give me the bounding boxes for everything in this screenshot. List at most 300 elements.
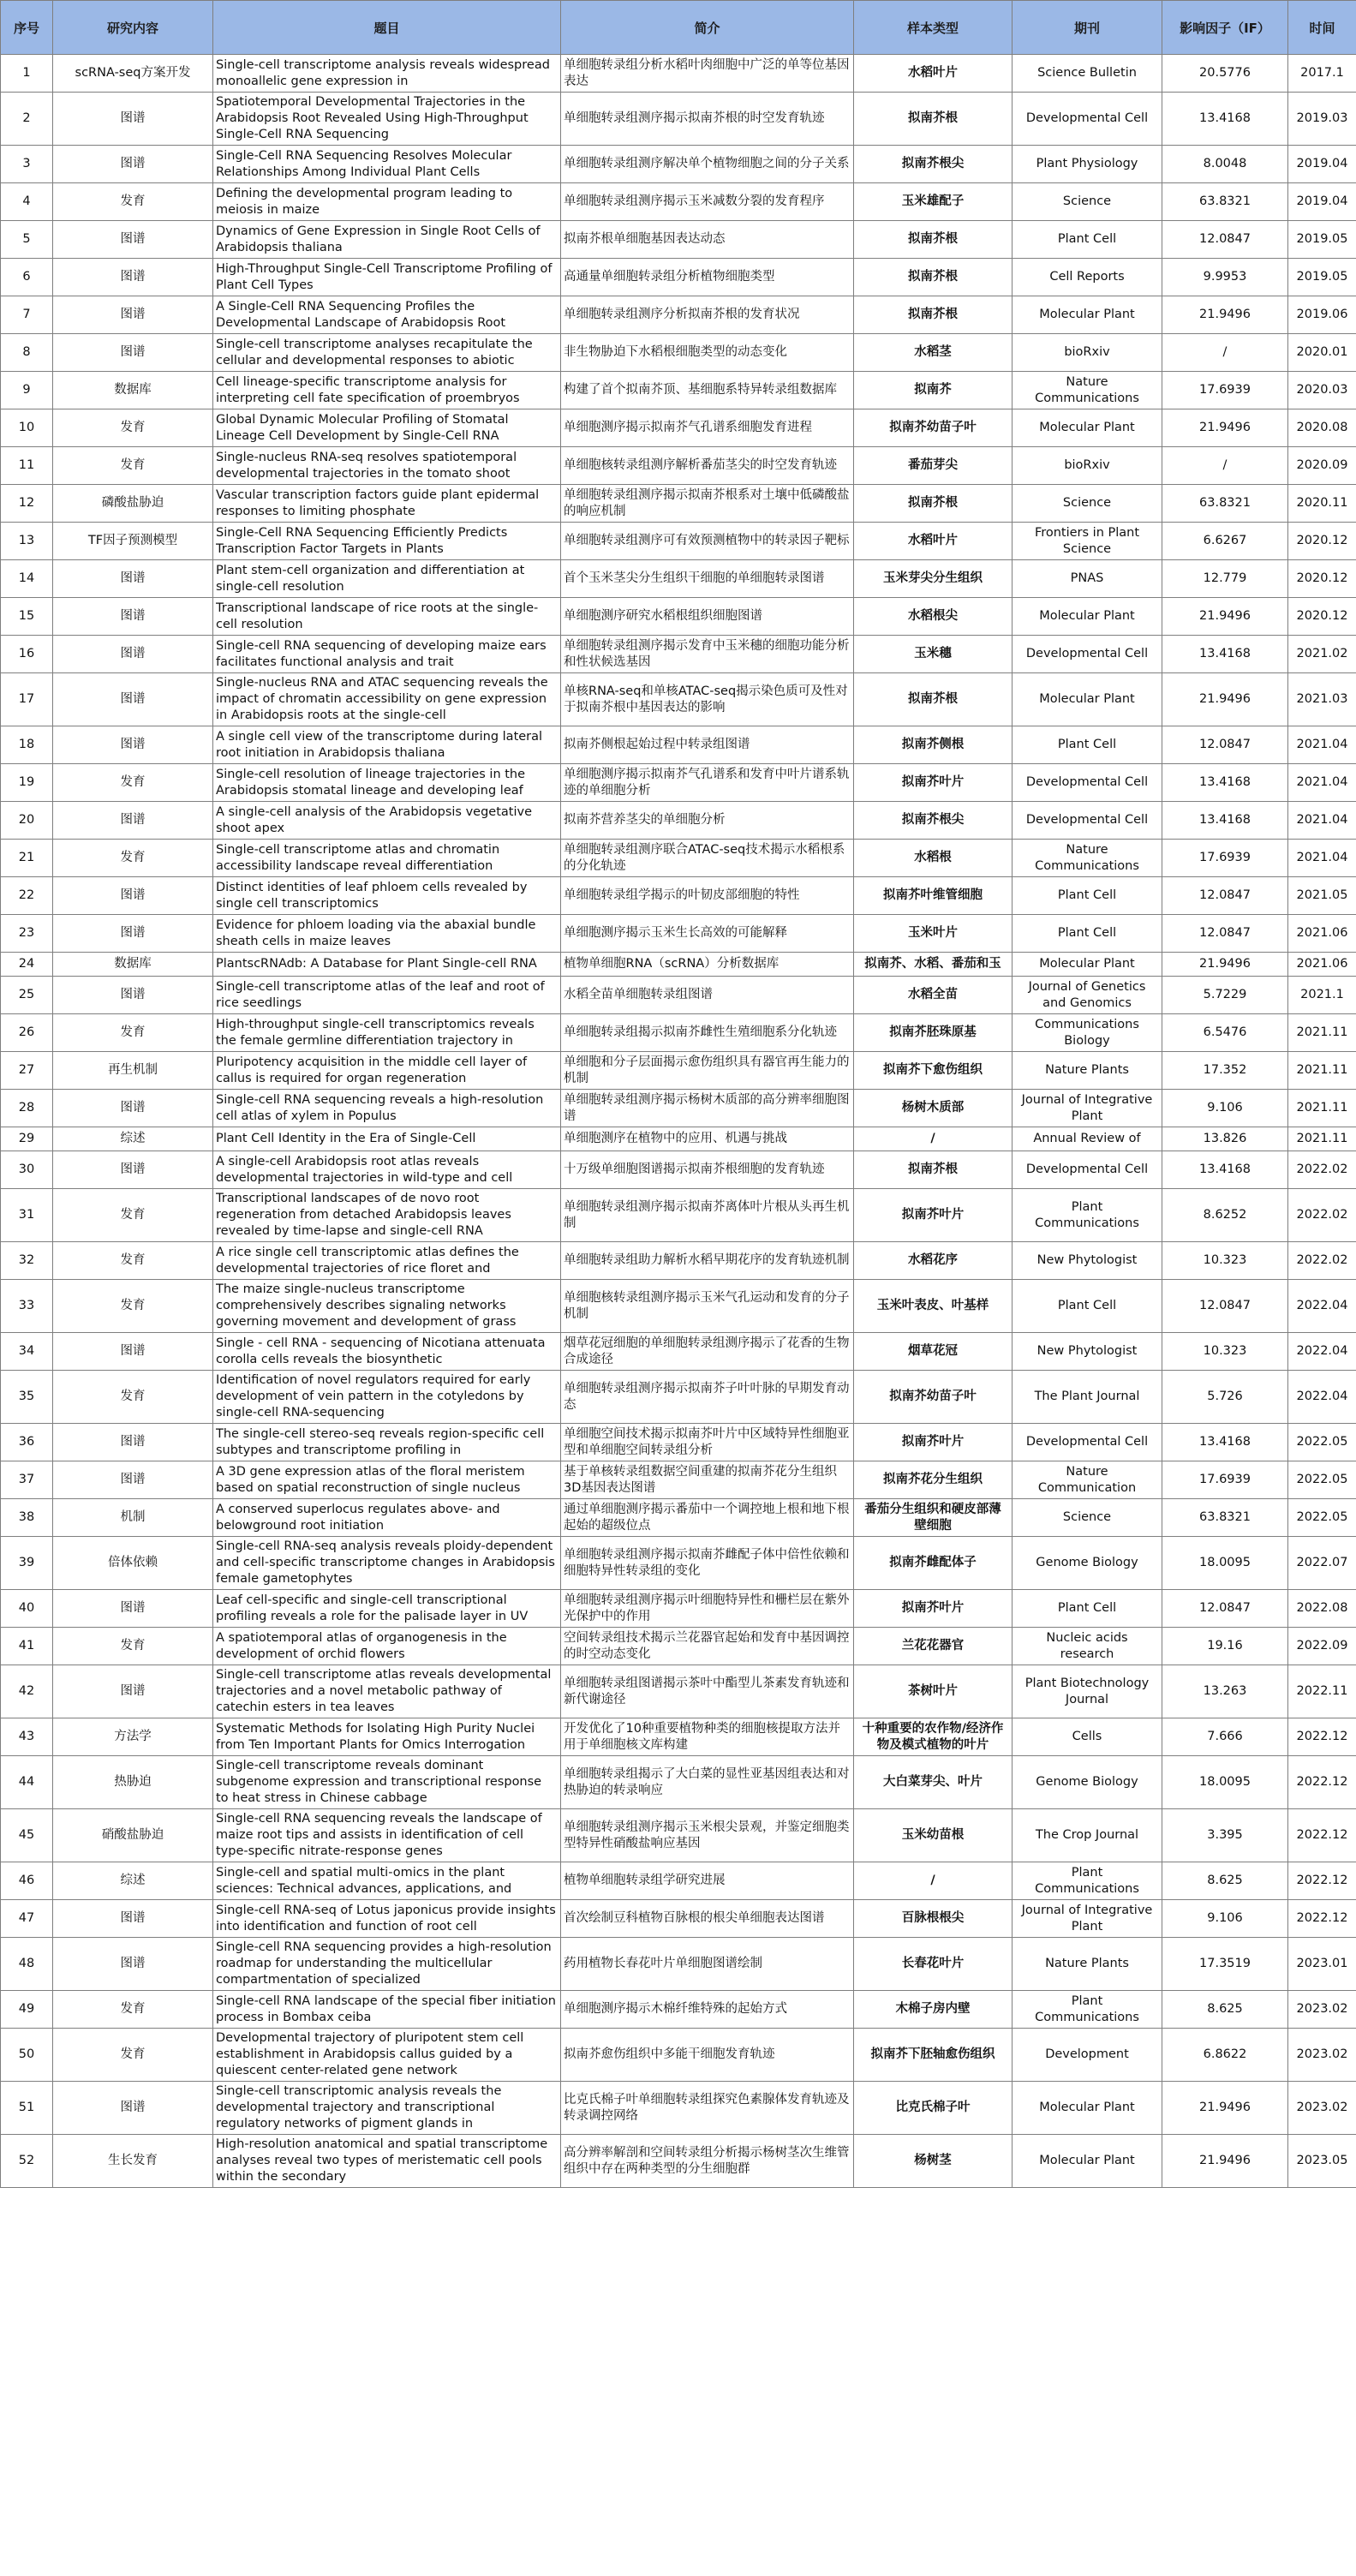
cell-sample: 玉米叶片	[854, 915, 1013, 953]
cell-topic: 图谱	[53, 598, 213, 636]
cell-journal: Cells	[1013, 1718, 1162, 1756]
cell-intro: 通过单细胞测序揭示番茄中一个调控地上根和地下根起始的超级位点	[561, 1499, 854, 1537]
cell-no: 32	[1, 1242, 53, 1280]
table-row	[1, 1862, 1356, 1900]
cell-intro: 单细胞空间技术揭示拟南芥叶片中区域特异性细胞亚型和单细胞空间转录组分析	[561, 1424, 854, 1461]
cell-title: Spatiotemporal Developmental Trajectories in the Arabidopsis Root Revealed Using High-Throughput Single-Cell RNA Sequencing	[213, 93, 561, 146]
cell-if: 3.395	[1162, 1809, 1288, 1862]
cell-time: 2019.03	[1288, 93, 1356, 146]
header-row	[1, 1, 1356, 55]
cell-journal: Plant Communications	[1013, 1189, 1162, 1242]
cell-time: 2022.05	[1288, 1499, 1356, 1537]
cell-topic: 发育	[53, 840, 213, 877]
cell-journal: Genome Biology	[1013, 1756, 1162, 1809]
cell-sample: /	[854, 1862, 1013, 1900]
cell-no: 14	[1, 560, 53, 598]
cell-journal: Frontiers in Plant Science	[1013, 523, 1162, 560]
cell-title: Single-cell RNA-seq analysis reveals ploidy-dependent and cell-specific transcriptome changes in Arabidopsis female gametophytes	[213, 1537, 561, 1590]
cell-time: 2022.02	[1288, 1189, 1356, 1242]
header-no: 序号	[1, 1, 53, 55]
table-row	[1, 1665, 1356, 1718]
cell-sample: 拟南芥、水稻、番茄和玉	[854, 953, 1013, 977]
cell-title: A single-cell analysis of the Arabidopsis vegetative shoot apex	[213, 802, 561, 840]
cell-no: 5	[1, 221, 53, 259]
cell-if: 8.6252	[1162, 1189, 1288, 1242]
cell-journal: Journal of Integrative Plant	[1013, 1090, 1162, 1127]
cell-if: 8.625	[1162, 1862, 1288, 1900]
cell-time: 2019.04	[1288, 146, 1356, 183]
cell-sample: 茶树叶片	[854, 1665, 1013, 1718]
cell-sample: 木棉子房内壁	[854, 1991, 1013, 2029]
cell-topic: 图谱	[53, 877, 213, 915]
cell-if: 9.9953	[1162, 259, 1288, 296]
cell-journal: Developmental Cell	[1013, 93, 1162, 146]
cell-title: Dynamics of Gene Expression in Single Root Cells of Arabidopsis thaliana	[213, 221, 561, 259]
cell-journal: Plant Communications	[1013, 1862, 1162, 1900]
table-row	[1, 221, 1356, 259]
cell-time: 2021.02	[1288, 636, 1356, 673]
cell-topic: 图谱	[53, 146, 213, 183]
cell-journal: bioRxiv	[1013, 334, 1162, 372]
cell-time: 2022.07	[1288, 1537, 1356, 1590]
cell-time: 2019.06	[1288, 296, 1356, 334]
cell-journal: Genome Biology	[1013, 1537, 1162, 1590]
cell-intro: 非生物胁迫下水稻根细胞类型的动态变化	[561, 334, 854, 372]
cell-sample: 拟南芥下愈伤组织	[854, 1052, 1013, 1090]
cell-time: 2021.1	[1288, 977, 1356, 1014]
cell-time: 2020.03	[1288, 372, 1356, 409]
cell-title: Identification of novel regulators required for early development of vein pattern in the cotyledons by single-cell RNA-sequencing	[213, 1371, 561, 1424]
cell-intro: 构建了首个拟南芥顶、基细胞系特异转录组数据库	[561, 372, 854, 409]
cell-sample: 拟南芥叶维管细胞	[854, 877, 1013, 915]
cell-topic: 机制	[53, 1499, 213, 1537]
cell-sample: 兰花花器官	[854, 1628, 1013, 1665]
cell-time: 2017.1	[1288, 55, 1356, 93]
cell-sample: 水稻全苗	[854, 977, 1013, 1014]
cell-intro: 单细胞测序研究水稻根组织细胞图谱	[561, 598, 854, 636]
cell-no: 45	[1, 1809, 53, 1862]
cell-if: 12.0847	[1162, 726, 1288, 764]
cell-journal: Plant Cell	[1013, 915, 1162, 953]
cell-journal: Plant Cell	[1013, 877, 1162, 915]
cell-intro: 单细胞转录组测序揭示叶细胞特异性和栅栏层在紫外光保护中的作用	[561, 1590, 854, 1628]
cell-sample: 拟南芥根	[854, 221, 1013, 259]
cell-no: 47	[1, 1900, 53, 1938]
cell-journal: Plant Physiology	[1013, 146, 1162, 183]
header-if: 影响因子（IF）	[1162, 1, 1288, 55]
cell-if: 5.726	[1162, 1371, 1288, 1424]
cell-journal: The Plant Journal	[1013, 1371, 1162, 1424]
cell-title: Transcriptional landscape of rice roots at the single-cell resolution	[213, 598, 561, 636]
cell-title: The maize single-nucleus transcriptome comprehensively describes signaling networks governing movement and development of grass	[213, 1280, 561, 1333]
cell-title: Single-cell transcriptome atlas reveals developmental trajectories and a novel metabolic pathway of catechin esters in tea leaves	[213, 1665, 561, 1718]
cell-intro: 单细胞转录组测序揭示拟南芥根系对土壤中低磷酸盐的响应机制	[561, 485, 854, 523]
cell-title: Vascular transcription factors guide plant epidermal responses to limiting phosphate	[213, 485, 561, 523]
cell-topic: 发育	[53, 1189, 213, 1242]
table-row	[1, 259, 1356, 296]
cell-topic: 倍体依赖	[53, 1537, 213, 1590]
cell-intro: 单核RNA-seq和单核ATAC-seq揭示染色质可及性对于拟南芥根中基因表达的影响	[561, 673, 854, 726]
cell-sample: 拟南芥幼苗子叶	[854, 1371, 1013, 1424]
table-row	[1, 296, 1356, 334]
cell-journal: New Phytologist	[1013, 1242, 1162, 1280]
table-row	[1, 764, 1356, 802]
cell-title: Single-cell resolution of lineage trajectories in the Arabidopsis stomatal lineage and developing leaf	[213, 764, 561, 802]
cell-no: 30	[1, 1151, 53, 1189]
table-row	[1, 1280, 1356, 1333]
cell-topic: 图谱	[53, 726, 213, 764]
cell-sample: 拟南芥叶片	[854, 1424, 1013, 1461]
table-row	[1, 915, 1356, 953]
cell-title: Single-cell transcriptome atlas and chromatin accessibility landscape reveal differentiation	[213, 840, 561, 877]
cell-intro: 单细胞和分子层面揭示愈伤组织具有器官再生能力的机制	[561, 1052, 854, 1090]
cell-if: 19.16	[1162, 1628, 1288, 1665]
cell-no: 20	[1, 802, 53, 840]
cell-title: High-Throughput Single-Cell Transcriptome Profiling of Plant Cell Types	[213, 259, 561, 296]
cell-title: Single-cell transcriptome reveals dominant subgenome expression and transcriptional response to heat stress in Chinese cabbage	[213, 1756, 561, 1809]
cell-time: 2022.02	[1288, 1151, 1356, 1189]
cell-time: 2019.05	[1288, 259, 1356, 296]
cell-topic: 发育	[53, 1371, 213, 1424]
cell-sample: 大白菜芽尖、叶片	[854, 1756, 1013, 1809]
cell-topic: 发育	[53, 1628, 213, 1665]
cell-topic: 图谱	[53, 802, 213, 840]
cell-journal: Journal of Genetics and Genomics	[1013, 977, 1162, 1014]
cell-no: 2	[1, 93, 53, 146]
cell-if: 13.4168	[1162, 764, 1288, 802]
cell-title: Single-cell RNA sequencing provides a high-resolution roadmap for understanding the multicellular compartmentation of specialized	[213, 1938, 561, 1991]
cell-time: 2021.04	[1288, 802, 1356, 840]
cell-title: Single-cell RNA sequencing reveals the landscape of maize root tips and assists in identification of cell type-specific nitrate-response genes	[213, 1809, 561, 1862]
cell-intro: 拟南芥侧根起始过程中转录组图谱	[561, 726, 854, 764]
table-row	[1, 1461, 1356, 1499]
cell-sample: 杨树木质部	[854, 1090, 1013, 1127]
cell-if: 13.4168	[1162, 636, 1288, 673]
cell-no: 48	[1, 1938, 53, 1991]
cell-no: 15	[1, 598, 53, 636]
cell-time: 2023.02	[1288, 2082, 1356, 2135]
cell-topic: 图谱	[53, 1151, 213, 1189]
cell-journal: PNAS	[1013, 560, 1162, 598]
cell-journal: Molecular Plant	[1013, 296, 1162, 334]
cell-journal: Nature Plants	[1013, 1052, 1162, 1090]
cell-topic: TF因子预测模型	[53, 523, 213, 560]
table-row	[1, 183, 1356, 221]
header-time: 时间	[1288, 1, 1356, 55]
cell-time: 2023.01	[1288, 1938, 1356, 1991]
cell-time: 2022.04	[1288, 1280, 1356, 1333]
cell-journal: Molecular Plant	[1013, 409, 1162, 447]
cell-if: 12.0847	[1162, 1590, 1288, 1628]
cell-no: 29	[1, 1127, 53, 1151]
cell-title: Evidence for phloem loading via the abaxial bundle sheath cells in maize leaves	[213, 915, 561, 953]
cell-no: 12	[1, 485, 53, 523]
cell-sample: 水稻叶片	[854, 523, 1013, 560]
cell-topic: 图谱	[53, 221, 213, 259]
cell-journal: Nature Plants	[1013, 1938, 1162, 1991]
cell-if: 5.7229	[1162, 977, 1288, 1014]
cell-topic: 图谱	[53, 259, 213, 296]
cell-title: PlantscRNAdb: A Database for Plant Single-cell RNA	[213, 953, 561, 977]
cell-time: 2022.12	[1288, 1756, 1356, 1809]
cell-if: 12.0847	[1162, 915, 1288, 953]
header-intro: 简介	[561, 1, 854, 55]
table-row	[1, 1333, 1356, 1371]
cell-journal: Developmental Cell	[1013, 1151, 1162, 1189]
cell-intro: 拟南芥愈伤组织中多能干细胞发育轨迹	[561, 2029, 854, 2082]
cell-sample: 拟南芥根	[854, 93, 1013, 146]
cell-no: 43	[1, 1718, 53, 1756]
table-row	[1, 146, 1356, 183]
cell-title: Cell lineage-specific transcriptome analysis for interpreting cell fate specification of proembryos	[213, 372, 561, 409]
cell-topic: 发育	[53, 764, 213, 802]
cell-journal: Science	[1013, 183, 1162, 221]
cell-no: 36	[1, 1424, 53, 1461]
table-row	[1, 1756, 1356, 1809]
cell-sample: 拟南芥	[854, 372, 1013, 409]
cell-if: 21.9496	[1162, 2135, 1288, 2188]
cell-sample: 拟南芥根	[854, 296, 1013, 334]
cell-title: Single-Cell RNA Sequencing Resolves Molecular Relationships Among Individual Plant Cells	[213, 146, 561, 183]
cell-time: 2020.09	[1288, 447, 1356, 485]
cell-if: 12.0847	[1162, 221, 1288, 259]
cell-topic: 再生机制	[53, 1052, 213, 1090]
cell-time: 2021.11	[1288, 1090, 1356, 1127]
cell-time: 2021.11	[1288, 1014, 1356, 1052]
cell-no: 27	[1, 1052, 53, 1090]
cell-topic: 图谱	[53, 1424, 213, 1461]
cell-intro: 单细胞转录组测序揭示拟南芥子叶叶脉的早期发育动态	[561, 1371, 854, 1424]
cell-no: 24	[1, 953, 53, 977]
cell-topic: 磷酸盐胁迫	[53, 485, 213, 523]
cell-intro: 单细胞转录组测序联合ATAC-seq技术揭示水稻根系的分化轨迹	[561, 840, 854, 877]
cell-topic: 图谱	[53, 1461, 213, 1499]
table-row	[1, 1242, 1356, 1280]
cell-journal: Plant Cell	[1013, 726, 1162, 764]
cell-title: Single - cell RNA - sequencing of Nicotiana attenuata corolla cells reveals the biosynthetic	[213, 1333, 561, 1371]
table-row	[1, 1991, 1356, 2029]
cell-title: A 3D gene expression atlas of the floral meristem based on spatial reconstruction of single nucleus	[213, 1461, 561, 1499]
cell-intro: 单细胞转录组测序揭示拟南芥雌配子体中倍性依赖和细胞特异性转录组的变化	[561, 1537, 854, 1590]
cell-intro: 单细胞转录组测序揭示玉米根尖景观，并鉴定细胞类型特异性硝酸盐响应基因	[561, 1809, 854, 1862]
cell-topic: 数据库	[53, 953, 213, 977]
cell-title: The single-cell stereo-seq reveals region-specific cell subtypes and transcriptome profiling in	[213, 1424, 561, 1461]
cell-topic: 图谱	[53, 334, 213, 372]
cell-if: 13.4168	[1162, 1424, 1288, 1461]
cell-topic: 图谱	[53, 1665, 213, 1718]
cell-journal: New Phytologist	[1013, 1333, 1162, 1371]
cell-title: A rice single cell transcriptomic atlas defines the developmental trajectories of rice floret and	[213, 1242, 561, 1280]
table-row	[1, 977, 1356, 1014]
table-row	[1, 1537, 1356, 1590]
cell-topic: 图谱	[53, 1090, 213, 1127]
cell-time: 2022.05	[1288, 1424, 1356, 1461]
cell-sample: 水稻根	[854, 840, 1013, 877]
cell-title: Systematic Methods for Isolating High Purity Nuclei from Ten Important Plants for Omics Interrogation	[213, 1718, 561, 1756]
table-row	[1, 1127, 1356, 1151]
cell-journal: Nature Communications	[1013, 840, 1162, 877]
table-row	[1, 2082, 1356, 2135]
table-row	[1, 673, 1356, 726]
cell-no: 17	[1, 673, 53, 726]
cell-intro: 拟南芥根单细胞基因表达动态	[561, 221, 854, 259]
table-row	[1, 334, 1356, 372]
table-row	[1, 372, 1356, 409]
cell-no: 8	[1, 334, 53, 372]
cell-sample: 比克氏棉子叶	[854, 2082, 1013, 2135]
cell-if: 21.9496	[1162, 598, 1288, 636]
cell-time: 2021.05	[1288, 877, 1356, 915]
cell-title: Single-cell RNA-seq of Lotus japonicus provide insights into identification and function of root cell	[213, 1900, 561, 1938]
cell-journal: Communications Biology	[1013, 1014, 1162, 1052]
cell-title: Single-cell transcriptome analysis reveals widespread monoallelic gene expression in	[213, 55, 561, 93]
cell-if: 10.323	[1162, 1333, 1288, 1371]
cell-intro: 单细胞转录组测序可有效预测植物中的转录因子靶标	[561, 523, 854, 560]
cell-time: 2022.04	[1288, 1333, 1356, 1371]
cell-time: 2023.02	[1288, 1991, 1356, 2029]
cell-sample: 水稻茎	[854, 334, 1013, 372]
header-title: 题目	[213, 1, 561, 55]
table-row	[1, 1938, 1356, 1991]
cell-time: 2022.12	[1288, 1900, 1356, 1938]
cell-time: 2023.05	[1288, 2135, 1356, 2188]
cell-intro: 单细胞转录组测序揭示杨树木质部的高分辨率细胞图谱	[561, 1090, 854, 1127]
header-sample: 样本类型	[854, 1, 1013, 55]
cell-title: A conserved superlocus regulates above- and belowground root initiation	[213, 1499, 561, 1537]
cell-if: 21.9496	[1162, 2082, 1288, 2135]
cell-title: High-resolution anatomical and spatial transcriptome analyses reveal two types of meristematic cell pools within the secondary	[213, 2135, 561, 2188]
cell-topic: 图谱	[53, 1590, 213, 1628]
cell-no: 11	[1, 447, 53, 485]
cell-time: 2021.04	[1288, 726, 1356, 764]
table-row	[1, 598, 1356, 636]
cell-topic: 方法学	[53, 1718, 213, 1756]
cell-no: 4	[1, 183, 53, 221]
cell-sample: 玉米穗	[854, 636, 1013, 673]
cell-sample: 杨树茎	[854, 2135, 1013, 2188]
cell-journal: Developmental Cell	[1013, 636, 1162, 673]
cell-intro: 单细胞转录组分析水稻叶肉细胞中广泛的单等位基因表达	[561, 55, 854, 93]
cell-topic: 发育	[53, 1280, 213, 1333]
header-topic: 研究内容	[53, 1, 213, 55]
cell-sample: 百脉根根尖	[854, 1900, 1013, 1938]
cell-intro: 单细胞转录组测序解决单个植物细胞之间的分子关系	[561, 146, 854, 183]
cell-if: 8.0048	[1162, 146, 1288, 183]
cell-if: 63.8321	[1162, 183, 1288, 221]
cell-time: 2022.12	[1288, 1809, 1356, 1862]
cell-intro: 单细胞转录组学揭示的叶韧皮部细胞的特性	[561, 877, 854, 915]
table-row	[1, 877, 1356, 915]
cell-time: 2021.03	[1288, 673, 1356, 726]
cell-sample: 拟南芥花分生组织	[854, 1461, 1013, 1499]
cell-no: 18	[1, 726, 53, 764]
cell-if: 8.625	[1162, 1991, 1288, 2029]
cell-time: 2021.11	[1288, 1127, 1356, 1151]
cell-time: 2023.02	[1288, 2029, 1356, 2082]
table-row	[1, 447, 1356, 485]
cell-intro: 单细胞转录组助力解析水稻早期花序的发育轨迹机制	[561, 1242, 854, 1280]
cell-intro: 单细胞核转录组测序解析番茄茎尖的时空发育轨迹	[561, 447, 854, 485]
table-row	[1, 560, 1356, 598]
cell-no: 9	[1, 372, 53, 409]
cell-topic: 图谱	[53, 915, 213, 953]
cell-if: 21.9496	[1162, 953, 1288, 977]
cell-topic: 图谱	[53, 93, 213, 146]
cell-intro: 单细胞转录组揭示了大白菜的显性亚基因组表达和对热胁迫的转录响应	[561, 1756, 854, 1809]
cell-no: 23	[1, 915, 53, 953]
cell-topic: 图谱	[53, 2082, 213, 2135]
cell-topic: 图谱	[53, 977, 213, 1014]
cell-no: 51	[1, 2082, 53, 2135]
table-row	[1, 726, 1356, 764]
cell-time: 2021.06	[1288, 953, 1356, 977]
cell-intro: 药用植物长春花叶片单细胞图谱绘制	[561, 1938, 854, 1991]
cell-time: 2022.08	[1288, 1590, 1356, 1628]
cell-journal: Journal of Integrative Plant	[1013, 1900, 1162, 1938]
cell-title: Single-cell RNA sequencing reveals a high-resolution cell atlas of xylem in Populus	[213, 1090, 561, 1127]
cell-journal: Developmental Cell	[1013, 1424, 1162, 1461]
cell-time: 2022.12	[1288, 1862, 1356, 1900]
cell-sample: 玉米叶表皮、叶基样	[854, 1280, 1013, 1333]
cell-no: 3	[1, 146, 53, 183]
cell-no: 46	[1, 1862, 53, 1900]
cell-no: 38	[1, 1499, 53, 1537]
cell-topic: 发育	[53, 2029, 213, 2082]
cell-topic: 综述	[53, 1127, 213, 1151]
cell-intro: 单细胞转录组图谱揭示茶叶中酯型儿茶素发育轨迹和新代谢途径	[561, 1665, 854, 1718]
cell-journal: Plant Biotechnology Journal	[1013, 1665, 1162, 1718]
cell-sample: 玉米雄配子	[854, 183, 1013, 221]
cell-if: 12.0847	[1162, 1280, 1288, 1333]
cell-if: 6.8622	[1162, 2029, 1288, 2082]
cell-title: A single-cell Arabidopsis root atlas reveals developmental trajectories in wild-type and cell	[213, 1151, 561, 1189]
cell-title: Single-nucleus RNA-seq resolves spatiotemporal developmental trajectories in the tomato shoot	[213, 447, 561, 485]
cell-if: 13.4168	[1162, 1151, 1288, 1189]
cell-journal: Cell Reports	[1013, 259, 1162, 296]
cell-intro: 拟南芥营养茎尖的单细胞分析	[561, 802, 854, 840]
cell-if: 21.9496	[1162, 296, 1288, 334]
cell-journal: bioRxiv	[1013, 447, 1162, 485]
cell-if: 17.6939	[1162, 840, 1288, 877]
cell-journal: Molecular Plant	[1013, 673, 1162, 726]
cell-if: 9.106	[1162, 1900, 1288, 1938]
cell-topic: 发育	[53, 1014, 213, 1052]
cell-intro: 单细胞转录组揭示拟南芥雌性生殖细胞系分化轨迹	[561, 1014, 854, 1052]
cell-journal: Nature Communications	[1013, 372, 1162, 409]
cell-if: /	[1162, 334, 1288, 372]
cell-intro: 植物单细胞转录组学研究进展	[561, 1862, 854, 1900]
cell-journal: Plant Cell	[1013, 1590, 1162, 1628]
table-row	[1, 1014, 1356, 1052]
cell-journal: Plant Cell	[1013, 1280, 1162, 1333]
cell-sample: 拟南芥根尖	[854, 802, 1013, 840]
cell-topic: 图谱	[53, 560, 213, 598]
cell-topic: 图谱	[53, 1333, 213, 1371]
cell-intro: 单细胞测序揭示拟南芥气孔谱系和发育中叶片谱系轨迹的单细胞分析	[561, 764, 854, 802]
cell-if: 20.5776	[1162, 55, 1288, 93]
header-journal: 期刊	[1013, 1, 1162, 55]
cell-if: 17.6939	[1162, 372, 1288, 409]
cell-journal: Science	[1013, 485, 1162, 523]
cell-intro: 比克氏棉子叶单细胞转录组探究色素腺体发育轨迹及转录调控网络	[561, 2082, 854, 2135]
table-row	[1, 2029, 1356, 2082]
cell-if: 13.4168	[1162, 802, 1288, 840]
cell-no: 22	[1, 877, 53, 915]
cell-time: 2021.06	[1288, 915, 1356, 953]
cell-intro: 高通量单细胞转录组分析植物细胞类型	[561, 259, 854, 296]
cell-time: 2020.01	[1288, 334, 1356, 372]
cell-title: Single-nucleus RNA and ATAC sequencing reveals the impact of chromatin accessibility on gene expression in Arabidopsis roots at the single-cell	[213, 673, 561, 726]
